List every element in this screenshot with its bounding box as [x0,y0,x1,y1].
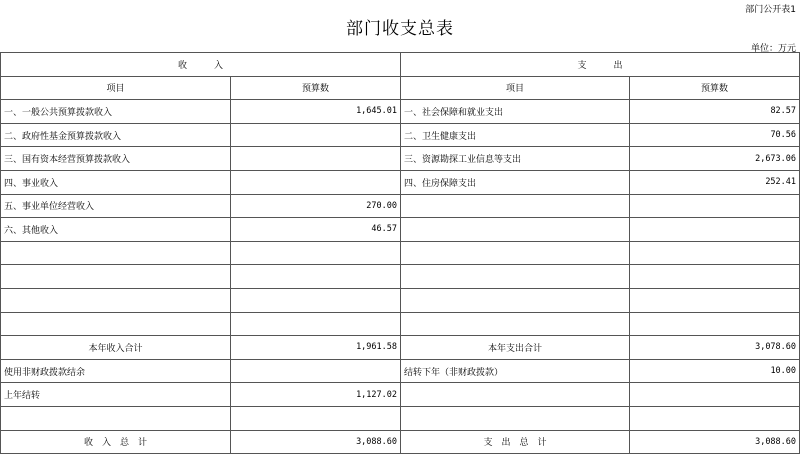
expense-item [401,194,630,218]
income-value [231,123,401,147]
income-section-header: 收 入 [1,53,401,77]
expense-item [401,218,630,242]
report-code: 部门公开表1 [745,5,796,15]
expense-item: 四、住房保障支出 [401,170,630,194]
budget-summary-table [0,52,800,454]
expense-value [630,241,800,265]
unit-label: 单位：万元 [750,44,796,54]
income-item: 一、一般公共预算拨款收入 [1,100,231,124]
income-total-label: 收 入 总 计 [1,430,231,454]
income-item: 五、事业单位经营收入 [1,194,231,218]
income-value [231,312,401,336]
income-value: 270.00 [231,194,401,218]
income-value [231,406,401,430]
income-item: 六、其他收入 [1,218,231,242]
expense-value: 10.00 [630,359,800,383]
expense-value [630,312,800,336]
income-item: 三、国有资本经营预算拨款收入 [1,147,231,171]
table-row [1,241,800,265]
table-row [1,218,800,242]
income-value [231,241,401,265]
table-row [1,312,800,336]
table-row [1,170,800,194]
expense-value: 2,673.06 [630,147,800,171]
table-row [1,194,800,218]
expense-item [401,288,630,312]
income-item: 上年结转 [1,383,231,407]
expense-item [401,383,630,407]
expense-item: 一、社会保障和就业支出 [401,100,630,124]
expense-value [630,265,800,289]
expense-item-header: 项目 [401,76,630,100]
expense-value [630,406,800,430]
expense-value: 82.57 [630,100,800,124]
table-row [1,288,800,312]
expense-section-header: 支 出 [401,53,800,77]
income-value [231,170,401,194]
expense-item: 三、资源勘探工业信息等支出 [401,147,630,171]
column-header-row [1,76,800,100]
income-item: 使用非财政拨款结余 [1,359,231,383]
expense-subtotal-value: 3,078.60 [630,336,800,360]
income-item: 二、政府性基金预算拨款收入 [1,123,231,147]
income-item [1,265,231,289]
expense-item: 二、卫生健康支出 [401,123,630,147]
income-item [1,241,231,265]
expense-value [630,194,800,218]
table-row [1,147,800,171]
subtotal-row [1,336,800,360]
table-row [1,359,800,383]
expense-budget-header: 预算数 [630,76,800,100]
income-budget-header: 预算数 [231,76,401,100]
income-value [231,147,401,171]
income-value: 1,127.02 [231,383,401,407]
expense-item [401,312,630,336]
income-value [231,265,401,289]
expense-value [630,218,800,242]
table-row [1,265,800,289]
income-value: 46.57 [231,218,401,242]
income-item [1,406,231,430]
expense-value [630,288,800,312]
income-item: 四、事业收入 [1,170,231,194]
income-subtotal-label: 本年收入合计 [1,336,231,360]
income-value [231,359,401,383]
income-item [1,312,231,336]
table-row [1,123,800,147]
total-row [1,430,800,454]
income-value [231,288,401,312]
income-item [1,288,231,312]
expense-total-value: 3,088.60 [630,430,800,454]
income-item-header: 项目 [1,76,231,100]
expense-item [401,265,630,289]
page-title: 部门收支总表 [346,19,454,39]
section-header-row [1,53,800,77]
income-total-value: 3,088.60 [231,430,401,454]
table-row [1,100,800,124]
expense-value [630,383,800,407]
expense-item [401,406,630,430]
expense-item [401,241,630,265]
table-row [1,383,800,407]
table-row [1,406,800,430]
expense-value: 252.41 [630,170,800,194]
expense-total-label: 支 出 总 计 [401,430,630,454]
expense-value: 70.56 [630,123,800,147]
income-subtotal-value: 1,961.58 [231,336,401,360]
expense-item: 结转下年（非财政拨款） [401,359,630,383]
expense-subtotal-label: 本年支出合计 [401,336,630,360]
income-value: 1,645.01 [231,100,401,124]
